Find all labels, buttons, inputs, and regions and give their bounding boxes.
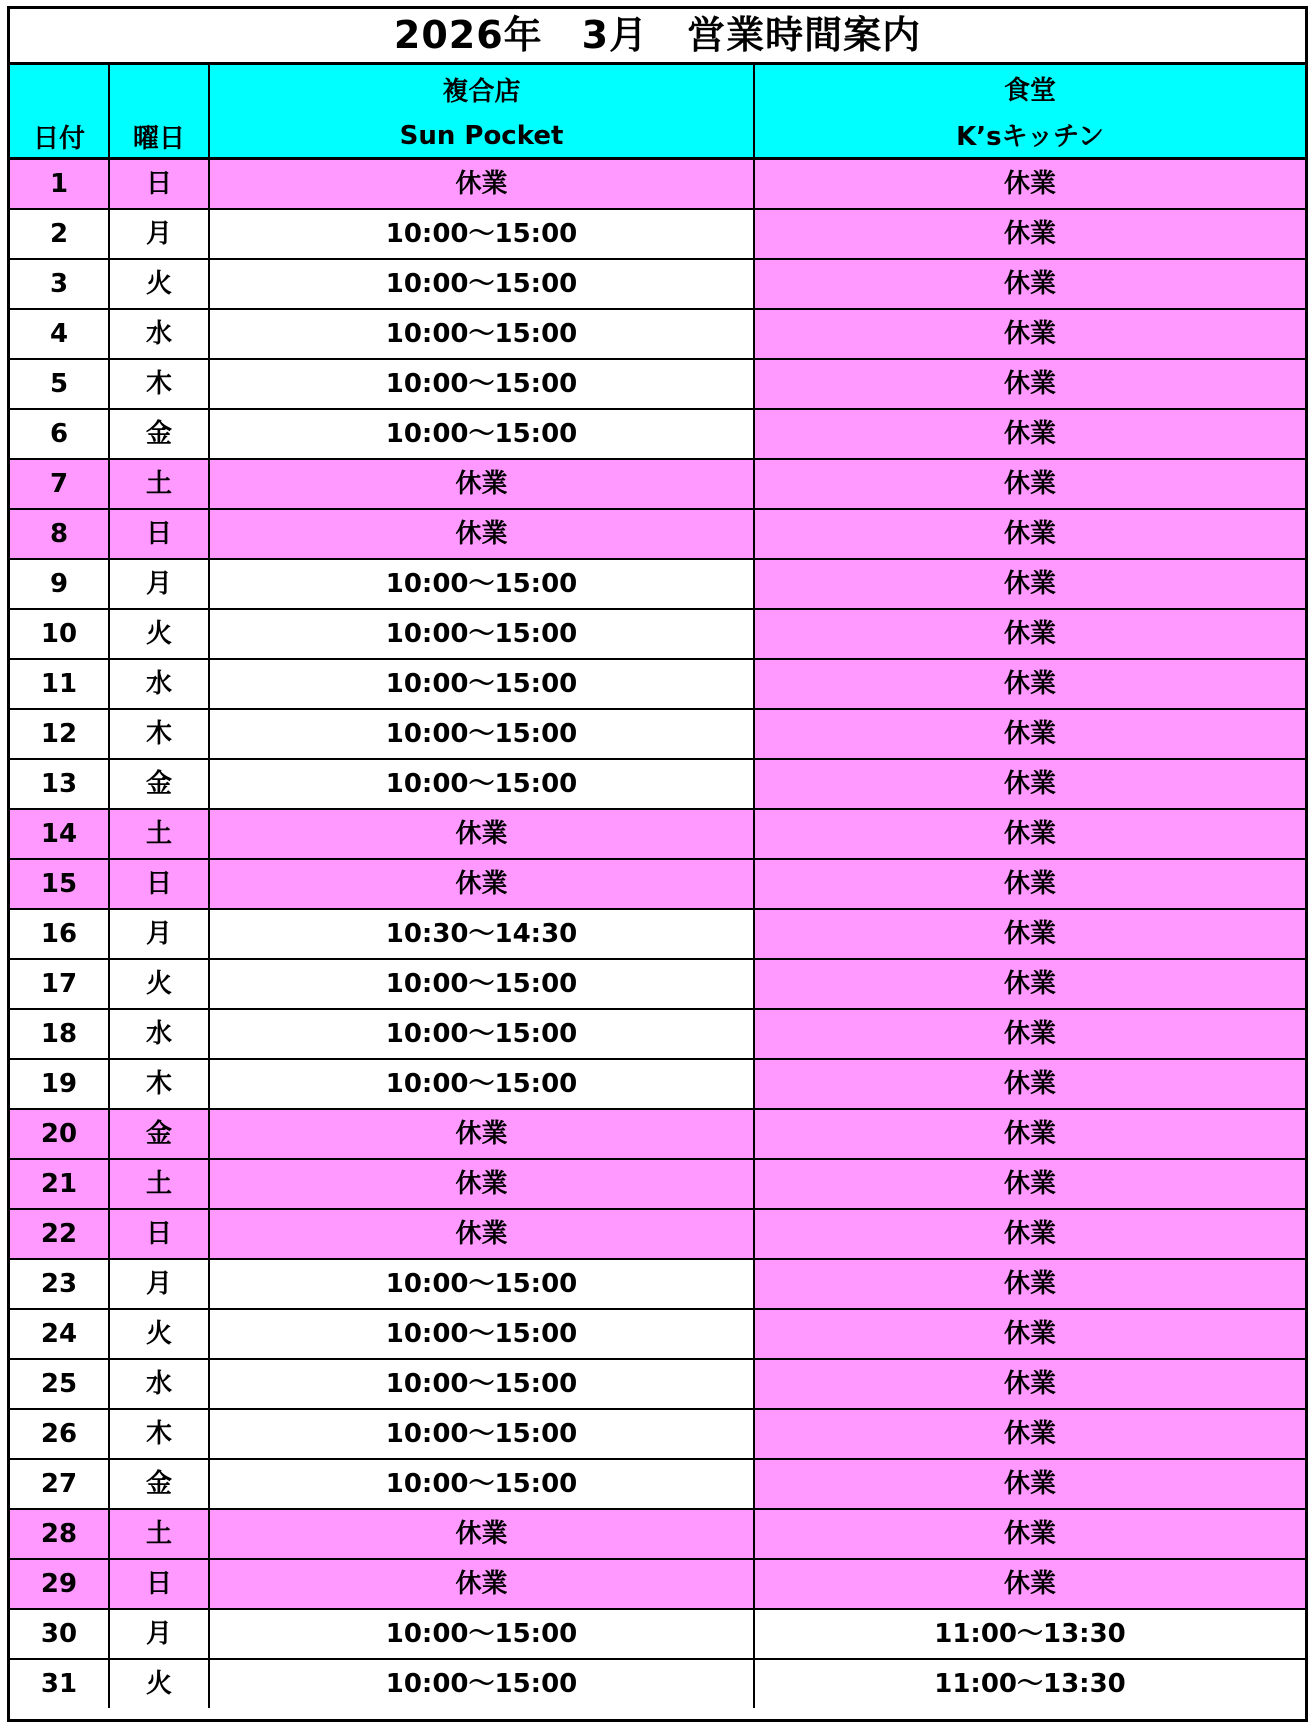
sun-pocket-hours-cell: 10:00～15:00 [209, 709, 754, 759]
table-row [10, 1659, 1305, 1708]
date-cell: 27 [10, 1459, 109, 1509]
weekday-cell: 火 [109, 1309, 209, 1359]
date-cell: 20 [10, 1109, 109, 1159]
ks-kitchen-hours-cell: 休業 [754, 609, 1305, 659]
date-cell: 15 [10, 859, 109, 909]
sun-pocket-hours-cell: 10:00～15:00 [209, 309, 754, 359]
ks-kitchen-hours-cell: 休業 [754, 359, 1305, 409]
table-row [10, 559, 1305, 609]
header-row [10, 65, 1305, 159]
date-cell: 1 [10, 159, 109, 210]
weekday-cell: 金 [109, 409, 209, 459]
sun-pocket-hours-cell: 休業 [209, 1209, 754, 1259]
ks-kitchen-hours-cell: 休業 [754, 1509, 1305, 1559]
sun-pocket-hours-cell: 休業 [209, 809, 754, 859]
date-cell: 6 [10, 409, 109, 459]
date-cell: 8 [10, 509, 109, 559]
ks-kitchen-hours-cell: 休業 [754, 859, 1305, 909]
weekday-cell: 火 [109, 259, 209, 309]
date-cell: 24 [10, 1309, 109, 1359]
header-sun-pocket-line1: 複合店 [442, 77, 521, 108]
sun-pocket-hours-cell: 休業 [209, 1109, 754, 1159]
sun-pocket-hours-cell: 10:00～15:00 [209, 209, 754, 259]
table-row [10, 1459, 1305, 1509]
date-cell: 2 [10, 209, 109, 259]
sun-pocket-hours-cell: 休業 [209, 859, 754, 909]
ks-kitchen-hours-cell: 休業 [754, 1109, 1305, 1159]
sun-pocket-hours-cell: 10:30～14:30 [209, 909, 754, 959]
weekday-cell: 木 [109, 1059, 209, 1109]
table-row [10, 459, 1305, 509]
table-row [10, 1009, 1305, 1059]
date-cell: 13 [10, 759, 109, 809]
ks-kitchen-hours-cell: 休業 [754, 659, 1305, 709]
ks-kitchen-hours-cell: 休業 [754, 1259, 1305, 1309]
weekday-cell: 月 [109, 559, 209, 609]
ks-kitchen-hours-cell: 休業 [754, 1209, 1305, 1259]
sun-pocket-hours-cell: 10:00～15:00 [209, 1659, 754, 1708]
weekday-cell: 月 [109, 1609, 209, 1659]
sun-pocket-hours-cell: 10:00～15:00 [209, 259, 754, 309]
schedule-table [10, 65, 1305, 1708]
weekday-cell: 土 [109, 459, 209, 509]
table-row [10, 709, 1305, 759]
header-ks-kitchen-line2: K’sキッチン [956, 121, 1104, 152]
table-row [10, 859, 1305, 909]
ks-kitchen-hours-cell: 11:00～13:30 [754, 1609, 1305, 1659]
ks-kitchen-hours-cell: 休業 [754, 1009, 1305, 1059]
ks-kitchen-hours-cell: 休業 [754, 1409, 1305, 1459]
sun-pocket-hours-cell: 10:00～15:00 [209, 959, 754, 1009]
date-cell: 22 [10, 1209, 109, 1259]
header-ks-kitchen [754, 65, 1305, 159]
sun-pocket-hours-cell: 10:00～15:00 [209, 1459, 754, 1509]
sun-pocket-hours-cell: 休業 [209, 1509, 754, 1559]
sun-pocket-hours-cell: 10:00～15:00 [209, 1359, 754, 1409]
header-date: 日付 [10, 65, 109, 159]
weekday-cell: 日 [109, 159, 209, 210]
sun-pocket-hours-cell: 休業 [209, 1159, 754, 1209]
date-cell: 3 [10, 259, 109, 309]
ks-kitchen-hours-cell: 休業 [754, 509, 1305, 559]
header-sun-pocket [209, 65, 754, 159]
table-row [10, 1559, 1305, 1609]
table-row [10, 1259, 1305, 1309]
ks-kitchen-hours-cell: 休業 [754, 759, 1305, 809]
schedule-sheet [7, 6, 1308, 1722]
ks-kitchen-hours-cell: 休業 [754, 159, 1305, 210]
weekday-cell: 土 [109, 809, 209, 859]
table-row [10, 509, 1305, 559]
weekday-cell: 金 [109, 1459, 209, 1509]
header-ks-kitchen-line1: 食堂 [1003, 75, 1056, 106]
date-cell: 12 [10, 709, 109, 759]
table-row [10, 1509, 1305, 1559]
table-row [10, 809, 1305, 859]
ks-kitchen-hours-cell: 休業 [754, 1559, 1305, 1609]
weekday-cell: 木 [109, 709, 209, 759]
ks-kitchen-hours-cell: 休業 [754, 409, 1305, 459]
date-cell: 7 [10, 459, 109, 509]
date-cell: 26 [10, 1409, 109, 1459]
date-cell: 28 [10, 1509, 109, 1559]
table-row [10, 759, 1305, 809]
ks-kitchen-hours-cell: 休業 [754, 709, 1305, 759]
date-cell: 25 [10, 1359, 109, 1409]
weekday-cell: 火 [109, 609, 209, 659]
weekday-cell: 木 [109, 1409, 209, 1459]
table-row [10, 959, 1305, 1009]
ks-kitchen-hours-cell: 休業 [754, 809, 1305, 859]
weekday-cell: 日 [109, 1559, 209, 1609]
ks-kitchen-hours-cell: 休業 [754, 1459, 1305, 1509]
sun-pocket-hours-cell: 10:00～15:00 [209, 759, 754, 809]
ks-kitchen-hours-cell: 休業 [754, 1359, 1305, 1409]
table-row [10, 609, 1305, 659]
table-row [10, 259, 1305, 309]
sun-pocket-hours-cell: 10:00～15:00 [209, 659, 754, 709]
date-cell: 23 [10, 1259, 109, 1309]
sun-pocket-hours-cell: 10:00～15:00 [209, 1609, 754, 1659]
sun-pocket-hours-cell: 休業 [209, 159, 754, 210]
weekday-cell: 水 [109, 309, 209, 359]
weekday-cell: 月 [109, 1259, 209, 1309]
date-cell: 9 [10, 559, 109, 609]
header-weekday: 曜日 [109, 65, 209, 159]
weekday-cell: 月 [109, 209, 209, 259]
date-cell: 18 [10, 1009, 109, 1059]
ks-kitchen-hours-cell: 休業 [754, 559, 1305, 609]
ks-kitchen-hours-cell: 休業 [754, 1309, 1305, 1359]
page-title: 2026年 3月 営業時間案内 [10, 9, 1305, 65]
sun-pocket-hours-cell: 休業 [209, 459, 754, 509]
table-row [10, 409, 1305, 459]
date-cell: 17 [10, 959, 109, 1009]
table-row [10, 1409, 1305, 1459]
table-row [10, 909, 1305, 959]
weekday-cell: 水 [109, 1009, 209, 1059]
weekday-cell: 土 [109, 1159, 209, 1209]
date-cell: 29 [10, 1559, 109, 1609]
table-row [10, 359, 1305, 409]
table-row [10, 159, 1305, 210]
table-row [10, 1059, 1305, 1109]
ks-kitchen-hours-cell: 休業 [754, 909, 1305, 959]
weekday-cell: 日 [109, 509, 209, 559]
ks-kitchen-hours-cell: 休業 [754, 209, 1305, 259]
date-cell: 14 [10, 809, 109, 859]
date-cell: 21 [10, 1159, 109, 1209]
ks-kitchen-hours-cell: 休業 [754, 259, 1305, 309]
table-row [10, 209, 1305, 259]
date-cell: 31 [10, 1659, 109, 1708]
weekday-cell: 金 [109, 759, 209, 809]
ks-kitchen-hours-cell: 11:00～13:30 [754, 1659, 1305, 1708]
date-cell: 10 [10, 609, 109, 659]
ks-kitchen-hours-cell: 休業 [754, 309, 1305, 359]
ks-kitchen-hours-cell: 休業 [754, 959, 1305, 1009]
weekday-cell: 火 [109, 959, 209, 1009]
weekday-cell: 金 [109, 1109, 209, 1159]
table-row [10, 659, 1305, 709]
date-cell: 5 [10, 359, 109, 409]
sun-pocket-hours-cell: 10:00～15:00 [209, 609, 754, 659]
table-row [10, 1109, 1305, 1159]
table-row [10, 1209, 1305, 1259]
table-row [10, 1359, 1305, 1409]
weekday-cell: 火 [109, 1659, 209, 1708]
weekday-cell: 日 [109, 1209, 209, 1259]
ks-kitchen-hours-cell: 休業 [754, 1159, 1305, 1209]
table-row [10, 1309, 1305, 1359]
table-row [10, 1609, 1305, 1659]
weekday-cell: 土 [109, 1509, 209, 1559]
weekday-cell: 水 [109, 1359, 209, 1409]
sun-pocket-hours-cell: 休業 [209, 1559, 754, 1609]
sun-pocket-hours-cell: 休業 [209, 509, 754, 559]
sun-pocket-hours-cell: 10:00～15:00 [209, 1059, 754, 1109]
date-cell: 19 [10, 1059, 109, 1109]
weekday-cell: 月 [109, 909, 209, 959]
weekday-cell: 木 [109, 359, 209, 409]
table-row [10, 1159, 1305, 1209]
sun-pocket-hours-cell: 10:00～15:00 [209, 1409, 754, 1459]
header-sun-pocket-line2: Sun Pocket [399, 120, 564, 151]
table-row [10, 309, 1305, 359]
weekday-cell: 水 [109, 659, 209, 709]
weekday-cell: 日 [109, 859, 209, 909]
sun-pocket-hours-cell: 10:00～15:00 [209, 1309, 754, 1359]
date-cell: 30 [10, 1609, 109, 1659]
date-cell: 16 [10, 909, 109, 959]
sun-pocket-hours-cell: 10:00～15:00 [209, 359, 754, 409]
ks-kitchen-hours-cell: 休業 [754, 459, 1305, 509]
sun-pocket-hours-cell: 10:00～15:00 [209, 559, 754, 609]
sun-pocket-hours-cell: 10:00～15:00 [209, 1259, 754, 1309]
ks-kitchen-hours-cell: 休業 [754, 1059, 1305, 1109]
date-cell: 4 [10, 309, 109, 359]
sun-pocket-hours-cell: 10:00～15:00 [209, 1009, 754, 1059]
sun-pocket-hours-cell: 10:00～15:00 [209, 409, 754, 459]
date-cell: 11 [10, 659, 109, 709]
